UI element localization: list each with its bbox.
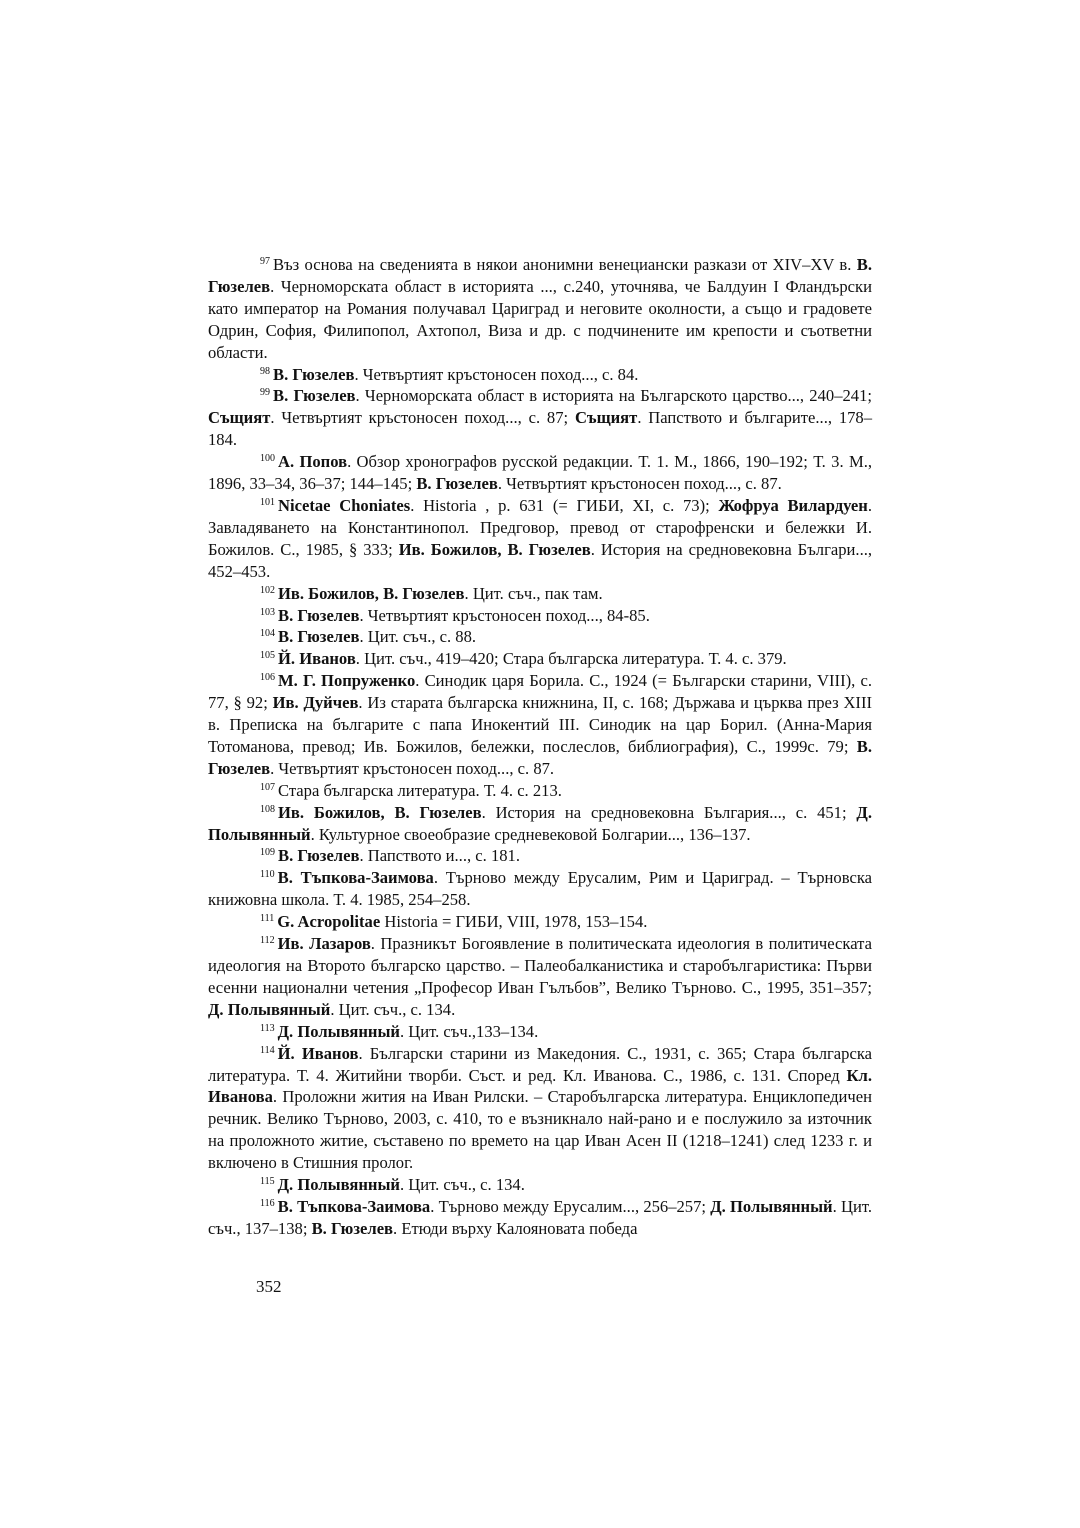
footnote-text: . Търново между Ерусалим, Рим и Цариград. – Търновска книжовна школа. Т. 4. 1985, 254–258. [208, 868, 872, 910]
footnote-text: . Етюди върху Калояновата победа [393, 1218, 638, 1238]
footnote-text: . Цит. съч., 419–420; Стара българска литература. Т. 4. с. 379. [355, 649, 787, 669]
footnote [208, 583, 872, 605]
footnote [208, 495, 872, 583]
footnote-number: 114 [260, 1044, 275, 1056]
author-name: В. Тъпкова-Заимова [277, 1196, 431, 1216]
footnote-number: 98 [260, 365, 270, 377]
footnote [208, 364, 872, 386]
footnote-number: 116 [260, 1197, 275, 1209]
footnote [208, 933, 872, 1021]
footnote [208, 1174, 872, 1196]
footnote-text: . Historia , p. 631 (= ГИБИ, XI, с. 73); [410, 495, 719, 515]
author-name: В. Гюзелев [311, 1218, 394, 1238]
author-name: Кл. Иванова [208, 1065, 872, 1107]
footnote [208, 1196, 872, 1240]
footnote-number: 113 [260, 1022, 275, 1034]
footnote-text: . Завладяването на Константинопол. Предговор, превод от старофренски и бележки И. Божилов. С., 1985, § 333; [208, 495, 872, 559]
footnote [208, 605, 872, 627]
author-name: G. Acropolitae [277, 912, 381, 932]
author-name: В. Гюзелев [416, 474, 498, 494]
footnote [208, 670, 872, 780]
author-name: Nicetae Choniates [278, 495, 411, 515]
author-name: Жофруа Вилардуен [718, 495, 868, 515]
footnote-text: . Проложни жития на Иван Рилски. – Старобългарска литература. Енциклопедичен речник. Велико Търново, 2003, с. 410, то е възникнало най-рано и е послужило за източник на проложното житие, съставено по времето на цар Иван Асен II (1218–1241) след 1233 г. и включено в Стишния пролог. [208, 1087, 872, 1173]
footnote [208, 867, 872, 911]
footnote-text: . История на средновековна България..., с. 451; [481, 802, 857, 822]
footnote-number: 99 [260, 387, 270, 399]
author-name: В. Гюзелев [273, 364, 355, 384]
author-name: В. Гюзелев [278, 605, 360, 625]
footnote-number: 111 [260, 913, 275, 925]
footnote [208, 802, 872, 846]
footnote-number: 115 [260, 1176, 275, 1188]
footnote-number: 100 [260, 453, 275, 465]
author-name: Същият [208, 408, 271, 428]
author-name: Д. Полывянный [710, 1196, 833, 1216]
footnote-text: Въз основа на сведенията в някои анонимни венециански разкази от XIV–XV в. [273, 255, 857, 274]
footnote-text: . Цит. съч., пак там. [464, 583, 603, 603]
footnote [208, 911, 872, 933]
footnote-text: . Четвъртият кръстоносен поход..., с. 84. [354, 364, 639, 384]
footnote-text: . Четвъртият кръстоносен поход..., с. 87; [270, 408, 575, 428]
author-name: Д. Полывянный [208, 999, 331, 1019]
footnote-text: . Празникът Богоявление в политическата идеология в политическата идеология на Второто българско царство. – Палеобалканистика и старобългаристика: Първи есенни национални четения „Професор Иван Гълъбов”, Велико Търново. С., 1995, 351–357; [208, 934, 872, 997]
footnote-text: . Цит. съч., с. 134. [399, 1175, 525, 1195]
footnote-text: Стара българска литература. Т. 4. с. 213. [278, 780, 562, 800]
footnote-text: . Синодик царя Борила. С., 1924 (= Български старини, VIII), с. 77, § 92; [208, 671, 872, 713]
footnote-text: . Черноморската област в историята на Българското царство..., 240–241; [355, 386, 872, 406]
footnote-number: 104 [260, 628, 275, 640]
author-name: Ив. Божилов, В. Гюзелев [278, 583, 465, 603]
footnote-text: . Папството и..., с. 181. [359, 846, 520, 866]
author-name: Й. Иванов [278, 649, 356, 669]
author-name: В. Гюзелев [208, 255, 872, 296]
footnote-number: 109 [260, 847, 275, 859]
author-name: Й. Иванов [277, 1043, 359, 1063]
footnote-text: . Четвъртият кръстоносен поход..., с. 87. [270, 758, 555, 778]
author-name: Същият [574, 408, 638, 428]
page-number: 352 [256, 1277, 282, 1296]
author-name: В. Гюзелев [208, 736, 872, 778]
footnote [208, 1043, 872, 1174]
footnote-number: 97 [260, 256, 270, 267]
footnote-text: . Папството и българите..., 178–184. [208, 408, 873, 450]
author-name: В. Гюзелев [278, 846, 360, 866]
author-name: В. Гюзелев [273, 386, 356, 406]
author-name: Д. Полывянный [208, 802, 872, 844]
footnote-text: . Цит. съч., с. 88. [359, 627, 477, 647]
footnote [208, 385, 872, 451]
footnote-text: . Четвъртият кръстоносен поход..., с. 87. [497, 474, 782, 494]
footnote-text: . Четвъртият кръстоносен поход..., 84-85. [359, 605, 650, 625]
footnote [208, 451, 872, 495]
footnote-number: 110 [260, 869, 275, 881]
footnote-number: 101 [260, 496, 275, 508]
footnote-text: . Български старини из Македония. С., 1931, с. 365; Стара българска литература. Т. 4. Житийни творби. Съст. и ред. Кл. Иванова. С., 1986, с. 131. Според [208, 1043, 873, 1085]
footnote [208, 1021, 872, 1043]
footnote-number: 108 [260, 803, 275, 815]
author-name: Ив. Божилов, В. Гюзелев [278, 802, 482, 822]
author-name: Д. Полывянный [277, 1021, 400, 1041]
author-name: Ив. Лазаров [277, 934, 371, 954]
author-name: А. Попов [278, 452, 348, 472]
footnote-number: 106 [260, 672, 275, 684]
footnote-text: . Цит. съч., с. 134. [330, 999, 456, 1019]
author-name: М. Г. Попруженко [278, 671, 416, 691]
footnote-text: . Цит. съч.,133–134. [399, 1021, 539, 1041]
footnote-text: . Черноморската област в историята ..., с.240, уточнява, че Балдуин I Фландърски като император на Романия получавал Цариград и неговите околности, а също и градовете Одрин, София, Филипопол, Ахтопол, Виза и др. с подчинените им крепости и съответни области. [208, 276, 872, 362]
author-name: Д. Полывянный [277, 1175, 400, 1195]
footnote-number: 102 [260, 584, 275, 596]
footnote-text: . Культурное своеобразие средневековой Болгарии..., 136–137. [310, 824, 751, 844]
footnote-text: . Цит. съч., 137–138; [208, 1196, 872, 1238]
author-name: Ив. Дуйчев [272, 693, 359, 713]
footnote-text: . Из старата българска книжнина, II, с. 168; Държава и църква през XIII в. Преписка на българите с папа Инокентий III. Синодик на цар Борил. (Анна-Мария Тотоманова, превод; Ив. Божилов, бележки, послеслов, библиография), С., 1999с. 79; [208, 693, 873, 756]
footnote-text: . Обзор хронографов русской редакции. Т. 1. М., 1866, 190–192; Т. 3. М., 1896, 33–34, 36–37; 144–145; [208, 452, 872, 494]
footnote [208, 648, 872, 670]
footnote [208, 780, 872, 802]
footnote-text: . Търново между Ерусалим..., 256–257; [430, 1196, 711, 1216]
footnote [208, 845, 872, 867]
author-name: В. Тъпкова-Заимова [277, 868, 434, 888]
footnote-number: 105 [260, 650, 275, 662]
footnote-number: 112 [260, 935, 275, 947]
footnote-number: 103 [260, 606, 275, 618]
footnote-text: Historia = ГИБИ, VIII, 1978, 153–154. [380, 912, 648, 932]
footnote-text: . История на средновековна Българи..., 452–453. [208, 539, 873, 581]
footnote [208, 626, 872, 648]
author-name: В. Гюзелев [278, 627, 360, 647]
footnote [208, 254, 872, 364]
footnotes-block [208, 254, 872, 1240]
footnote-number: 107 [260, 781, 275, 793]
author-name: Ив. Божилов, В. Гюзелев [398, 539, 591, 559]
